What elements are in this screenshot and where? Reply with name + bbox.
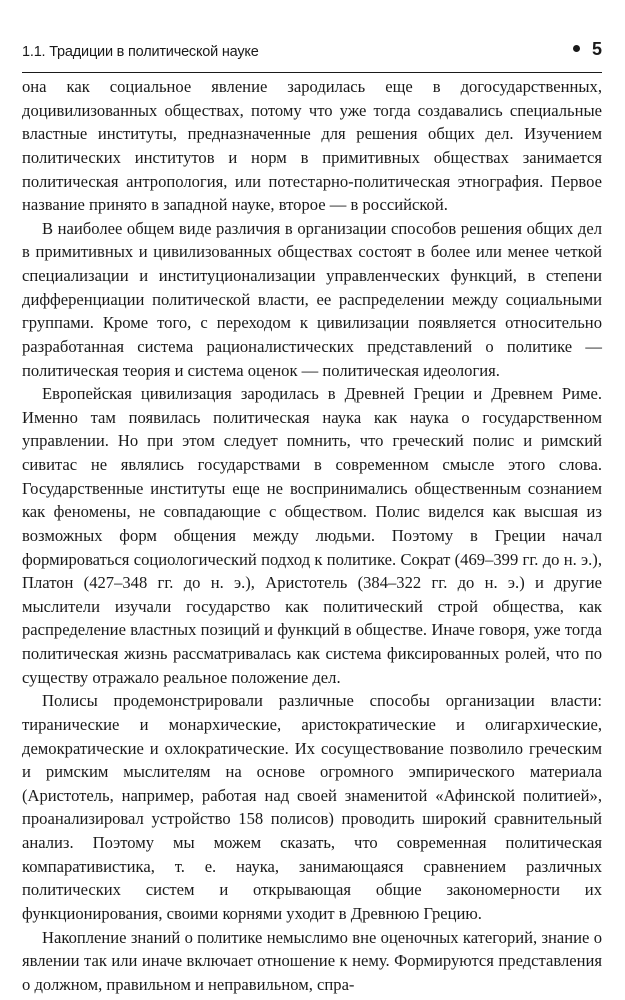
paragraph: В наиболее общем виде различия в организации способов решения общих дел в примитивных и цивилизованных обществах состоят в более или менее четкой специализации и институционализации управленческих функций, в степени дифференциации политической власти, ее распределении между социальными группами. Кроме того, с переходом к цивилизации появляется относительно разработанная система рационалистических представлений о политике — политическая теория и система оценок — политическая идеология. [22,218,602,380]
paragraph: Европейская цивилизация зародилась в Древней Греции и Древнем Риме. Именно там появилась политическая наука как наука о государственном управлении. Но при этом следует помнить, что греческий полис и римский сивитас не являлись государствами в современном смысле этого слова. Государственные институты еще не воспринимались общественным сознанием как феномены, не совпадающие с обществом. Полис виделся как высшая из возможных форм общения между людьми. Поэтому в Греции начал формироваться социологический подход к политике. Сократ (469–399 гг. до н. э.), Платон (427–348 гг. до н. э.), Аристотель (384–322 гг. до н. э.) и другие мыслители изучали государство как политический строй общества, как распределение властных позиций и функций в обществе. Иначе говоря, уже тогда политическая жизнь рассматривалась как система фиксированных ролей, что по существу отражало реальное положение дел. [22,384,602,687]
body-text [22,75,602,996]
paragraph: Полисы продемонстрировали различные способы организации власти: тиранические и монархические, аристократические и олигархические, демократические и охлократические. Их сосуществование позволило греческим и римским мыслителям на основе огромного эмпирического материала (Аристотель, например, работая над своей знаменитой «Афинской политией», проанализировал устройство 158 полисов) проводить широкий сравнительный анализ. Поэтому мы можем сказать, что современная политическая компаративистика, т. е. наука, занимающаяся сравнением различных политических систем и открывающая общие закономерности их функционирования, своими корнями уходит в Древнюю Грецию. [22,691,602,923]
running-header [22,36,602,66]
bullet-icon [573,45,580,52]
header-rule [22,72,602,73]
paragraph-continuation: она как социальное явление зародилась еще в догосударственных, доцивилизованных обществах, потому что уже тогда создавались специальные властные институты, предназначенные для решения общих дел. Изучением политических институтов и норм в примитивных обществах занимается политическая антропология, или потестарно-политическая этнография. Первое название принято в западной науке, второе — в российской. [22,77,602,215]
paragraph: Накопление знаний о политике немыслимо вне оценочных категорий, знание о явлении так или иначе включает отношение к нему. Формируются представления о должном, правильном и неправильном, спра- [22,927,602,994]
section-title: 1.1. Традиции в политической науке [22,44,259,60]
page-number: 5 [591,39,602,59]
page-number-marker [573,39,602,60]
